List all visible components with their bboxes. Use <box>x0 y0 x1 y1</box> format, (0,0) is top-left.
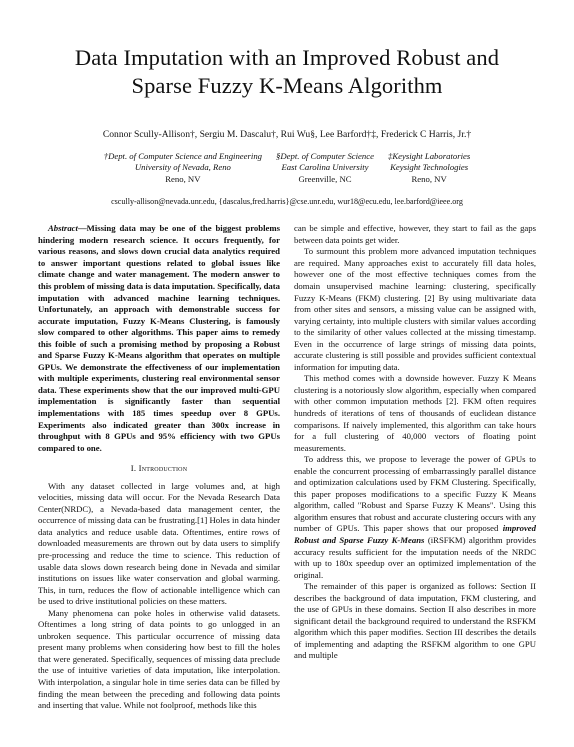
affiliation-loc: Reno, NV <box>411 173 447 184</box>
right-paragraph-0: can be simple and effective, however, they start to fail as the gaps between data points get wider. <box>294 223 536 245</box>
title-line-2: Sparse Fuzzy K-Means Algorithm <box>131 73 443 98</box>
affiliation-inst: University of Nevada, Reno <box>134 162 231 173</box>
affiliation-loc: Greenville, NC <box>298 173 352 184</box>
affiliation-inst: East Carolina University <box>281 162 369 173</box>
title-line-1: Data Imputation with an Improved Robust and <box>74 45 500 70</box>
affiliation-dept: ‡Keysight Laboratories <box>387 151 471 161</box>
affiliation-loc: Reno, NV <box>165 173 201 184</box>
affiliation-dept: §Dept. of Computer Science <box>276 151 374 161</box>
p3-text-after: (iRSFKM) algorithm provides accuracy results sufficient for the imputation needs of the NRDC with up to 180x speedup over an optimized implementation of the original. <box>294 534 536 580</box>
section-number: I. <box>130 463 137 474</box>
left-column <box>38 223 280 711</box>
author-list: Connor Scully-Allison†, Sergiu M. Dascalu†, Rui Wu§, Lee Barford†‡, Frederick C Harris, Jr.† <box>102 129 472 140</box>
intro-paragraph-2: Many phenomena can poke holes in otherwise valid datasets. Oftentimes a long string of data points to go unlogged in an unbroken sequence. This particular occurrence of missing data present many problems when considering how best to fill the holes that were generated. Specifically, sequences of missing data preclude the use of intuitive varieties of data imputation, like interpolation. With interpolation, a singular hole in time series data can be filled by finding the mean between the preceding and following data points and inserting that value. While not foolproof, methods like this <box>38 607 280 711</box>
p3-text-before: To address this, we propose to leverage the power of GPUs to enable the concurrent processing of embarrassingly parallel distance and optimization calculations used by FKM Clustering. Specifically, this paper proposes modifications to a specific Fuzzy K Means algorithm, called "Robust and Sparse Fuzzy K Means". Using this algorithm ensures that robust and accurate clustering occurs with any number of GPUs. This paper shows that our proposed <box>294 454 536 534</box>
abstract-label: Abstract <box>48 223 78 234</box>
right-paragraph-2: This method comes with a downside however. Fuzzy K Means clustering is a notoriously slow algorithm, especially when compared with other common imputation methods [2]. FKM often requires hundreds of iterations of tens of thousands of euclidean distance comparisons. If naively implemented, this algorithm can take hours for a full clustering of 40,000 vectors of floating point measurements. <box>294 373 536 453</box>
affiliations <box>38 151 536 185</box>
right-column <box>294 223 536 711</box>
right-paragraph-1: To surmount this problem more advanced imputation techniques are required. Many approaches exist to accurately fill data holes, however one of the most effective techniques comes from the domain unsupervised machine learning: clustering, specifically Fuzzy K-Means (FKM) clustering. [2] By using multivariate data from other sites and sensors, a missing value can be assigned with, varying certainty, into multiple clusters with similar values according to the similarity of other values collected at the missing timestamp. Even in the occurrence of large strings of missing data points, accurate clustering is still possible and provides sufficient contextual information for imputing data. <box>294 246 536 372</box>
two-column-body <box>38 223 536 711</box>
paper-title <box>38 0 536 100</box>
affiliation-ecu <box>276 151 374 185</box>
right-paragraph-3 <box>294 454 536 581</box>
right-paragraph-4: The remainder of this paper is organized as follows: Section II describes the background of data imputation, FKM clustering, and the use of GPUs in these domains. Section II also describes in more significant detail the background required to understand the RSFKM algorithm which this paper modifies. Section III describes the details of implementing and adapting the RSFKM algorithm to one GPU and multiple <box>294 581 536 661</box>
p3-emphasis: improved Robust and Sparse Fuzzy K-Means <box>294 523 536 545</box>
affiliation-keysight <box>388 151 470 185</box>
affiliation-inst: Keysight Technologies <box>390 162 469 173</box>
abstract <box>38 223 280 454</box>
intro-paragraph-1: With any dataset collected in large volumes and, at high velocities, missing data will occur. For the Nevada Research Data Center(NRDC), a Nevada-based data management center, the occurrence of missing data can be frustrating.[1] Holes in data hinder data analytics and reduce usable data. Oftentimes, entire rows of downloaded measurements are thrown out by data users to simplify pre-processing and reduce the time to science. This reduction of usable data slows down research being done in Nevada and similar institutions on issues like water conservation and global warming. This, in turn, reduces the flow of actionable intelligence which can be used to drive institutional policies on these matters. <box>38 480 280 607</box>
affiliation-dept: †Dept. of Computer Science and Engineering <box>103 151 263 161</box>
section-heading-introduction <box>38 463 280 475</box>
affiliation-unr <box>104 151 262 185</box>
abstract-text: —Missing data may be one of the biggest problems hindering modern research science. It occurs frequently, for various reasons, and slows down crucial data analytics required to answer important questions related to global issues like climate change and water management. The modern answer to this problem of missing data is data imputation. Specifically, data imputation with advanced machine learning techniques. Unfortunately, an approach with demonstrable success for accurate imputation, Fuzzy K-Means Clustering, is famously slow compared to other algorithms. This paper aims to remedy this foible of such a promising method by proposing a Robust and Sparse Fuzzy K-Means algorithm that operates on multiple GPUs. We demonstrate the effectiveness of our implementation with multiple experiments, clustering real environmental sensor data. These experiments show that the our improved multi-GPU implementation is significantly faster than sequential implementations with 185 times speedup over 8 GPUs. Experiments also indicated greater than 300x increase in throughput with 8 GPUs and 95% efficiency with two GPUs compared to one. <box>38 223 280 453</box>
section-title: Introduction <box>138 463 188 474</box>
author-emails: cscully-allison@nevada.unr.edu, {dascalus,fred.harris}@cse.unr.edu, wur18@ecu.edu, lee.barford@ieee.org <box>111 197 463 207</box>
